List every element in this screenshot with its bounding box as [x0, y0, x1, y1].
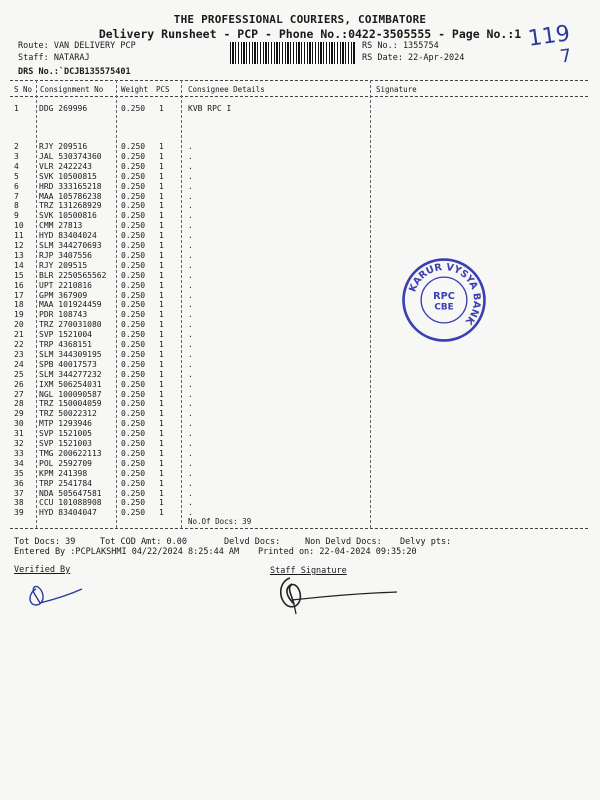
- entered-by: Entered By :PCPLAKSHMI 04/22/2024 8:25:44 AM: [14, 547, 240, 557]
- row-sno: 1: [14, 104, 19, 113]
- table-header-rule: [10, 96, 588, 97]
- row-consignee: .: [188, 419, 193, 429]
- table-row: [0, 192, 600, 201]
- route-staff-block: [18, 40, 136, 78]
- row-weight: 0.250: [121, 409, 146, 419]
- row-weight: 0.250: [121, 458, 146, 468]
- row-weight: 0.250: [121, 260, 146, 270]
- row-weight: 0.250: [121, 498, 146, 508]
- row-weight: 0.250: [121, 142, 146, 151]
- table-row: [0, 330, 600, 339]
- row-pcs: 1: [159, 290, 164, 300]
- row-consignment-no: MTP 1293946: [39, 419, 92, 429]
- table-row: [0, 419, 600, 428]
- row-consignment-no: SVK 10500815: [39, 171, 97, 181]
- row-consignee: .: [188, 478, 193, 488]
- row-weight: 0.250: [121, 221, 146, 231]
- row-sno: 26: [14, 379, 24, 389]
- row-consignee: .: [188, 310, 193, 320]
- row-sno: 11: [14, 231, 24, 241]
- table-row: [0, 449, 600, 458]
- row-weight: 0.250: [121, 330, 146, 340]
- row-consignment-no: DDG 269996: [39, 104, 88, 113]
- table-row: [0, 104, 600, 113]
- row-pcs: 1: [159, 330, 164, 340]
- row-sno: 20: [14, 320, 24, 330]
- row-pcs: 1: [159, 310, 164, 320]
- row-weight: 0.250: [121, 211, 146, 221]
- row-sno: 28: [14, 399, 24, 409]
- row-weight: 0.250: [121, 508, 146, 518]
- table-row: [0, 370, 600, 379]
- row-consignment-no: KPM 241398: [39, 468, 88, 478]
- printed-on: Printed on: 22-04-2024 09:35:20: [258, 547, 417, 557]
- bank-stamp: [400, 256, 488, 344]
- row-consignee: .: [188, 458, 193, 468]
- table-row: [0, 231, 600, 240]
- row-weight: 0.250: [121, 399, 146, 409]
- rs-date: RS Date: 22-Apr-2024: [362, 53, 465, 63]
- table-row: [0, 360, 600, 369]
- table-row: [0, 182, 600, 191]
- row-pcs: 1: [159, 300, 164, 310]
- row-consignee: .: [188, 221, 193, 231]
- row-weight: 0.250: [121, 300, 146, 310]
- table-row: [0, 241, 600, 250]
- row-sno: 15: [14, 270, 24, 280]
- row-pcs: 1: [159, 478, 164, 488]
- col-header-sno: S No: [14, 85, 33, 94]
- row-sno: 2: [14, 142, 19, 151]
- row-pcs: 1: [159, 181, 164, 191]
- row-sno: 3: [14, 151, 19, 161]
- row-pcs: 1: [159, 250, 164, 260]
- handwritten-number-bottom: 7: [558, 45, 573, 68]
- row-consignee: .: [188, 508, 193, 518]
- row-weight: 0.250: [121, 359, 146, 369]
- row-pcs: 1: [159, 439, 164, 448]
- row-consignment-no: HYD 83404024: [39, 231, 97, 241]
- row-sno: 37: [14, 488, 24, 498]
- row-pcs: 1: [159, 458, 164, 468]
- row-pcs: 1: [159, 340, 164, 349]
- row-pcs: 1: [159, 488, 164, 498]
- row-consignee: .: [188, 161, 193, 171]
- handwritten-number-top: 119: [526, 21, 572, 52]
- row-sno: 24: [14, 359, 24, 369]
- row-consignment-no: POL 2592709: [39, 458, 92, 468]
- row-consignment-no: RJY 209516: [39, 142, 88, 151]
- row-sno: 38: [14, 498, 24, 508]
- col-header-pcs: PCS: [156, 85, 170, 94]
- row-sno: 14: [14, 260, 24, 270]
- table-row: [0, 290, 600, 303]
- table-row: [0, 271, 600, 280]
- row-consignee: .: [188, 201, 193, 211]
- row-consignee: .: [188, 211, 193, 221]
- row-pcs: 1: [159, 191, 164, 201]
- staff-signature: [272, 570, 402, 620]
- row-consignee: .: [188, 409, 193, 419]
- row-consignment-no: HYD 83404047: [39, 508, 97, 518]
- row-sno: 32: [14, 439, 24, 448]
- row-consignment-no: SLM 344270693: [39, 241, 102, 250]
- stamp-rpc: RPC: [433, 291, 455, 303]
- row-weight: 0.250: [121, 290, 146, 300]
- row-pcs: 1: [159, 468, 164, 478]
- row-consignee: .: [188, 379, 193, 389]
- table-row: [0, 489, 600, 498]
- row-consignment-no: TRZ 50022312: [39, 409, 97, 419]
- row-consignee: .: [188, 448, 193, 458]
- table-row: [0, 469, 600, 478]
- delvy-pts: Delvy pts:: [400, 537, 452, 547]
- table-row: [0, 281, 600, 290]
- staff-line: Staff: NATARAJ: [18, 53, 90, 63]
- row-consignment-no: TMG 200622113: [39, 448, 102, 458]
- table-row: [0, 350, 600, 359]
- row-sno: 9: [14, 211, 19, 221]
- row-consignee: .: [188, 359, 193, 369]
- row-weight: 0.250: [121, 151, 146, 161]
- table-row: [0, 320, 600, 329]
- row-consignee: .: [188, 369, 193, 379]
- row-consignment-no: SPB 40017573: [39, 359, 97, 369]
- row-weight: 0.250: [121, 488, 146, 498]
- row-pcs: 1: [159, 241, 164, 250]
- table-row: [0, 399, 600, 408]
- row-consignment-no: TRZ 150004059: [39, 399, 102, 409]
- row-consignee: .: [188, 439, 193, 448]
- stamp-cbe: CBE: [434, 302, 454, 313]
- table-row: [0, 310, 600, 319]
- row-pcs: 1: [159, 104, 164, 113]
- row-weight: 0.250: [121, 369, 146, 379]
- row-sno: 36: [14, 478, 24, 488]
- row-pcs: 1: [159, 171, 164, 181]
- row-weight: 0.250: [121, 379, 146, 389]
- tot-cod-amt: Tot COD Amt: 0.00: [100, 537, 187, 547]
- row-weight: 0.250: [121, 270, 146, 280]
- row-consignment-no: SVP 1521003: [39, 439, 92, 448]
- col-header-consignee: Consignee Details: [188, 85, 265, 94]
- table-row: [0, 152, 600, 161]
- table-top-rule: [10, 80, 588, 81]
- row-pcs: 1: [159, 389, 164, 399]
- non-delvd-docs: Non Delvd Docs:: [305, 537, 382, 547]
- row-weight: 0.250: [121, 191, 146, 201]
- row-consignee: .: [188, 330, 193, 340]
- rs-number: RS No.: 1355754: [362, 41, 439, 51]
- row-consignment-no: IXM 506254031: [39, 379, 102, 389]
- runsheet-title: Delivery Runsheet - PCP - Phone No.:0422-3505555 - Page No.:1: [98, 27, 522, 41]
- row-pcs: 1: [159, 369, 164, 379]
- row-consignment-no: PDR 108743: [39, 310, 88, 320]
- table-row: [0, 479, 600, 488]
- rs-block: [362, 40, 464, 64]
- row-weight: 0.250: [121, 181, 146, 191]
- row-consignee: .: [188, 429, 193, 439]
- row-pcs: 1: [159, 151, 164, 161]
- row-weight: 0.250: [121, 250, 146, 260]
- row-sno: 30: [14, 419, 24, 429]
- row-consignment-no: CCU 101088908: [39, 498, 102, 508]
- row-sno: 17: [14, 290, 24, 300]
- row-weight: 0.250: [121, 439, 146, 448]
- row-consignment-no: MAA 105786238: [39, 191, 102, 201]
- table-row: [0, 508, 600, 517]
- table-row: [0, 172, 600, 181]
- table-row: [0, 251, 600, 260]
- verified-by-label: Verified By: [14, 565, 71, 575]
- row-pcs: 1: [159, 320, 164, 330]
- row-pcs: 1: [159, 231, 164, 241]
- row-consignee: .: [188, 498, 193, 508]
- row-pcs: 1: [159, 409, 164, 419]
- row-pcs: 1: [159, 379, 164, 389]
- row-consignee: .: [188, 300, 193, 310]
- row-sno: 23: [14, 349, 24, 359]
- row-consignment-no: JAL 530374360: [39, 151, 102, 161]
- table-row: [0, 340, 600, 349]
- row-consignment-no: CMM 27813: [39, 221, 83, 231]
- row-weight: 0.250: [121, 349, 146, 359]
- row-sno: 31: [14, 429, 24, 439]
- row-consignee: .: [188, 349, 193, 359]
- row-weight: 0.250: [121, 419, 146, 429]
- row-pcs: 1: [159, 359, 164, 369]
- row-pcs: 1: [159, 419, 164, 429]
- row-consignee: .: [188, 241, 193, 250]
- row-pcs: 1: [159, 142, 164, 151]
- row-pcs: 1: [159, 201, 164, 211]
- row-consignee: .: [188, 231, 193, 241]
- row-pcs: 1: [159, 260, 164, 270]
- row-weight: 0.250: [121, 161, 146, 171]
- tot-docs: Tot Docs: 39: [14, 537, 76, 547]
- table-row: [0, 300, 600, 309]
- row-weight: 0.250: [121, 320, 146, 330]
- row-sno: 29: [14, 409, 24, 419]
- row-sno: 16: [14, 280, 24, 290]
- table-row: [0, 439, 600, 448]
- row-weight: 0.250: [121, 468, 146, 478]
- row-consignment-no: BLR 2250565562: [39, 270, 107, 280]
- row-consignee: .: [188, 290, 193, 300]
- row-consignment-no: SLM 344309195: [39, 349, 102, 359]
- row-consignment-no: SVP 1521004: [39, 330, 92, 340]
- row-consignee: .: [188, 191, 193, 201]
- row-sno: 5: [14, 171, 19, 181]
- row-sno: 8: [14, 201, 19, 211]
- table-row: [0, 142, 600, 151]
- row-sno: 7: [14, 191, 19, 201]
- row-weight: 0.250: [121, 429, 146, 439]
- row-sno: 34: [14, 458, 24, 468]
- row-pcs: 1: [159, 221, 164, 231]
- row-consignee: .: [188, 250, 193, 260]
- row-sno: 12: [14, 241, 24, 250]
- table-row: [0, 409, 600, 418]
- stamp-ring-text: KARUR VYSYA BANK: [407, 262, 483, 327]
- table-row: [0, 221, 600, 230]
- row-sno: 4: [14, 161, 19, 171]
- delvd-docs: Delvd Docs:: [224, 537, 281, 547]
- row-weight: 0.250: [121, 478, 146, 488]
- row-sno: 21: [14, 330, 24, 340]
- row-pcs: 1: [159, 498, 164, 508]
- row-weight: 0.250: [121, 340, 146, 349]
- row-consignee: .: [188, 488, 193, 498]
- row-pcs: 1: [159, 270, 164, 280]
- row-pcs: 1: [159, 448, 164, 458]
- company-name: THE PROFESSIONAL COURIERS, COIMBATORE: [173, 13, 427, 26]
- row-consignment-no: GPM 367909: [39, 290, 88, 300]
- table-row: [0, 459, 600, 468]
- row-consignee: KVB RPC I: [188, 104, 232, 113]
- row-weight: 0.250: [121, 104, 146, 113]
- row-consignment-no: HRD 333165218: [39, 181, 102, 191]
- table-row: [0, 390, 600, 399]
- staff-signature-label: Staff Signature: [270, 566, 347, 576]
- row-consignee: .: [188, 270, 193, 280]
- row-weight: 0.250: [121, 310, 146, 320]
- table-row: [0, 498, 600, 507]
- row-pcs: 1: [159, 399, 164, 409]
- row-sno: 35: [14, 468, 24, 478]
- table-row: [0, 380, 600, 389]
- row-consignee: .: [188, 320, 193, 330]
- row-consignment-no: NDA 505647581: [39, 488, 102, 498]
- row-consignee: .: [188, 142, 193, 151]
- col-header-consignment: Consignment No: [40, 85, 104, 94]
- row-sno: 6: [14, 181, 19, 191]
- row-consignee: .: [188, 280, 193, 290]
- drs-number: DRS No.:`DCJB135575401: [18, 67, 131, 77]
- row-consignment-no: SVK 10500816: [39, 211, 97, 221]
- row-sno: 22: [14, 340, 24, 349]
- table-row: [0, 162, 600, 171]
- row-consignment-no: TRZ 131268929: [39, 201, 102, 211]
- row-consignee: .: [188, 340, 193, 349]
- row-pcs: 1: [159, 161, 164, 171]
- row-weight: 0.250: [121, 171, 146, 181]
- table-row: [0, 201, 600, 210]
- row-pcs: 1: [159, 280, 164, 290]
- no-of-docs: No.Of Docs: 39: [188, 517, 252, 526]
- row-weight: 0.250: [121, 280, 146, 290]
- row-consignment-no: TRP 2541784: [39, 478, 92, 488]
- row-consignment-no: TRZ 270031080: [39, 320, 102, 330]
- row-consignee: .: [188, 171, 193, 181]
- table-bottom-rule: [10, 528, 588, 529]
- row-sno: 19: [14, 310, 24, 320]
- row-consignment-no: NGL 100090587: [39, 389, 102, 399]
- row-consignee: .: [188, 260, 193, 270]
- row-consignment-no: UPT 2210816: [39, 280, 92, 290]
- col-header-weight: Weight: [121, 85, 149, 94]
- row-weight: 0.250: [121, 201, 146, 211]
- row-sno: 33: [14, 448, 24, 458]
- table-row: [0, 261, 600, 270]
- route-line: Route: VAN DELIVERY PCP: [18, 41, 136, 51]
- verified-signature: [24, 575, 94, 615]
- row-weight: 0.250: [121, 231, 146, 241]
- row-pcs: 1: [159, 508, 164, 518]
- row-consignment-no: RJY 209515: [39, 260, 88, 270]
- row-sno: 25: [14, 369, 24, 379]
- row-consignee: .: [188, 181, 193, 191]
- row-sno: 27: [14, 389, 24, 399]
- row-consignee: .: [188, 389, 193, 399]
- row-consignee: .: [188, 399, 193, 409]
- barcode: [230, 42, 355, 64]
- row-pcs: 1: [159, 349, 164, 359]
- row-weight: 0.250: [121, 389, 146, 399]
- row-consignee: .: [188, 468, 193, 478]
- table-row: [0, 211, 600, 220]
- row-weight: 0.250: [121, 241, 146, 250]
- row-consignment-no: MAA 101924459: [39, 300, 102, 310]
- row-consignee: .: [188, 151, 193, 161]
- row-sno: 13: [14, 250, 24, 260]
- row-consignment-no: SVP 1521005: [39, 429, 92, 439]
- row-sno: 10: [14, 221, 24, 231]
- row-consignment-no: SLM 344277232: [39, 369, 102, 379]
- table-row: [0, 429, 600, 438]
- row-pcs: 1: [159, 211, 164, 221]
- row-sno: 39: [14, 508, 24, 518]
- row-consignment-no: RJP 3407556: [39, 250, 92, 260]
- row-pcs: 1: [159, 429, 164, 439]
- row-consignment-no: VLR 2422243: [39, 161, 92, 171]
- row-sno: 18: [14, 300, 24, 310]
- col-header-signature: Signature: [376, 85, 417, 94]
- row-consignment-no: TRP 4368151: [39, 340, 92, 349]
- row-weight: 0.250: [121, 448, 146, 458]
